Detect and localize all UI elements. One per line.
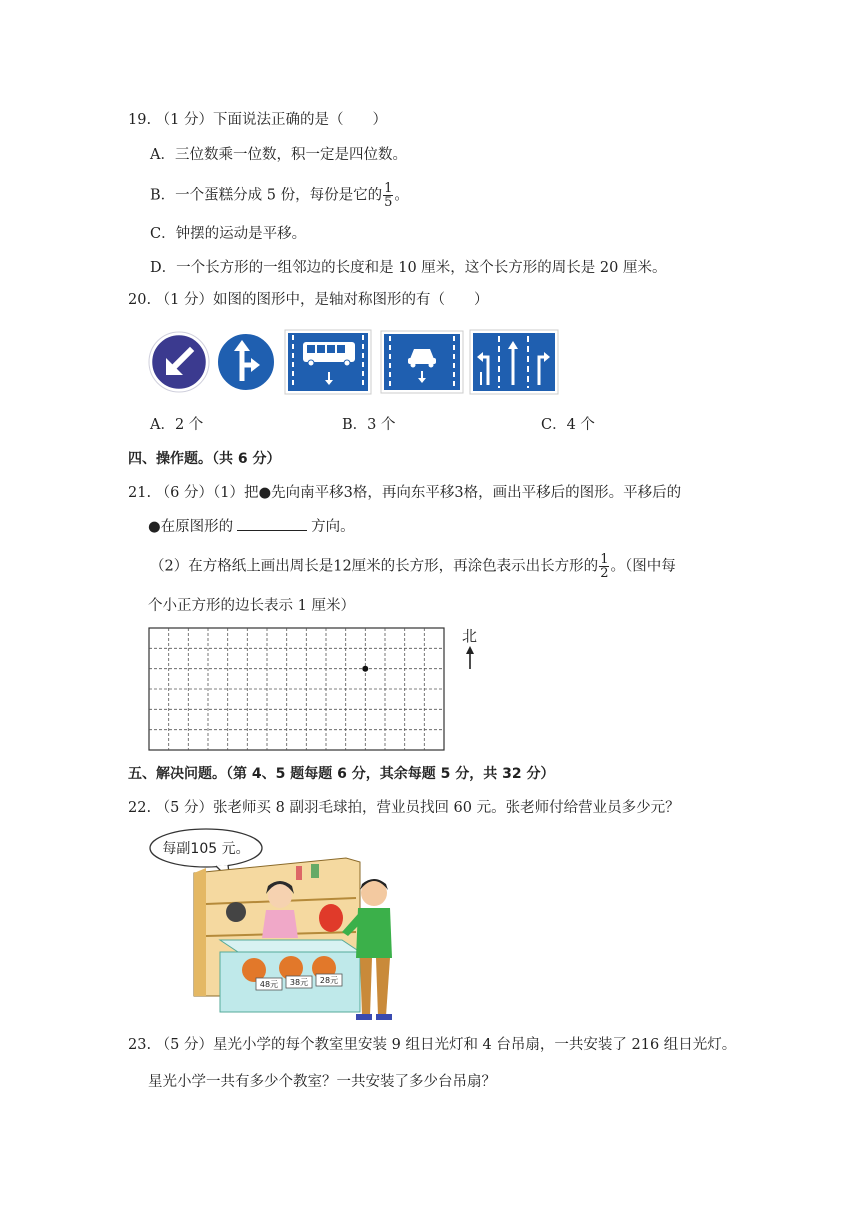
q19-stem: 19. （1 分）下面说法正确的是（ ） (128, 112, 388, 128)
q21-line3-text: （2）在方格纸上画出周长是12厘米的长方形，再涂色表示出长方形的 (150, 558, 599, 575)
q20-option-c: C．4 个 (541, 417, 595, 433)
fraction-denominator: 2 (600, 566, 609, 581)
q21-line2 (148, 516, 355, 537)
q21-line2-text: ●在原图形的 (148, 519, 234, 535)
q19-option-b-text: B．一个蛋糕分成 5 份，每份是它的 (150, 187, 383, 204)
q19-option-d: D．一个长方形的一组邻边的长度和是 10 厘米，这个长方形的周长是 20 厘米。 (150, 260, 667, 276)
speech-bubble-text: 每副105 元。 (162, 841, 250, 857)
price-tag-2: 38元 (289, 978, 309, 987)
arrow-down-left-sign-icon (149, 332, 209, 392)
q21-line1: 21. （6 分）（1）把●先向南平移3格，再向东平移3格，画出平移后的图形。平移后的 (128, 485, 682, 501)
answer-blank[interactable] (237, 516, 307, 531)
lane-direction-sign-icon (470, 330, 558, 394)
display-counter (220, 940, 360, 1012)
q19-option-b-end: 。 (394, 187, 409, 204)
fraction-numerator: 1 (384, 181, 393, 196)
q23-line2: 星光小学一共有多少个教室？一共安装了多少台吊扇？ (148, 1074, 496, 1090)
car-lane-sign-icon (381, 331, 463, 393)
section-five-heading: 五、解决问题。（第 4、5 题每题 6 分，其余每题 5 分，共 32 分） (128, 766, 555, 782)
q23-line1: 23. （5 分）星光小学的每个教室里安装 9 组日光灯和 4 台吊扇，一共安装了 216 组日光灯。 (128, 1037, 737, 1053)
fraction-numerator: 1 (600, 552, 609, 567)
section-four-heading: 四、操作题。（共 6 分） (128, 451, 281, 467)
q20-option-a: A．2 个 (150, 417, 204, 433)
square-grid-figure (148, 627, 498, 753)
q20-stem: 20. （1 分）如图的图形中，是轴对称图形的有（ ） (128, 292, 489, 308)
price-tag-1: 48元 (259, 980, 279, 989)
q19-option-a: A．三位数乘一位数，积一定是四位数。 (150, 147, 407, 163)
q20-option-b: B．3 个 (342, 417, 396, 433)
north-arrow-icon (466, 646, 474, 669)
dot-point (362, 666, 368, 672)
straight-or-right-turn-sign-icon (217, 333, 275, 391)
q21-line2-end: 方向。 (311, 519, 355, 535)
q22-stem: 22. （5 分）张老师买 8 副羽毛球拍，营业员找回 60 元。张老师付给营业员多少元？ (128, 800, 680, 816)
fraction-one-fifth (383, 182, 393, 209)
fraction-denominator: 5 (384, 195, 393, 210)
grid-paper (149, 628, 444, 750)
sports-shop-illustration (146, 828, 402, 1028)
price-tag-3: 28元 (319, 976, 339, 985)
q21-line3-end: 。（图中每 (610, 558, 676, 575)
north-label: 北 (462, 627, 478, 645)
fraction-one-half (599, 553, 609, 580)
q21-line3 (150, 553, 676, 580)
bus-lane-sign-icon (285, 330, 371, 394)
q21-line4: 个小正方形的边长表示 1 厘米） (148, 598, 355, 614)
q19-option-b (150, 182, 409, 209)
traffic-signs-figure (148, 327, 563, 399)
q19-option-c: C．钟摆的运动是平移。 (150, 226, 307, 242)
